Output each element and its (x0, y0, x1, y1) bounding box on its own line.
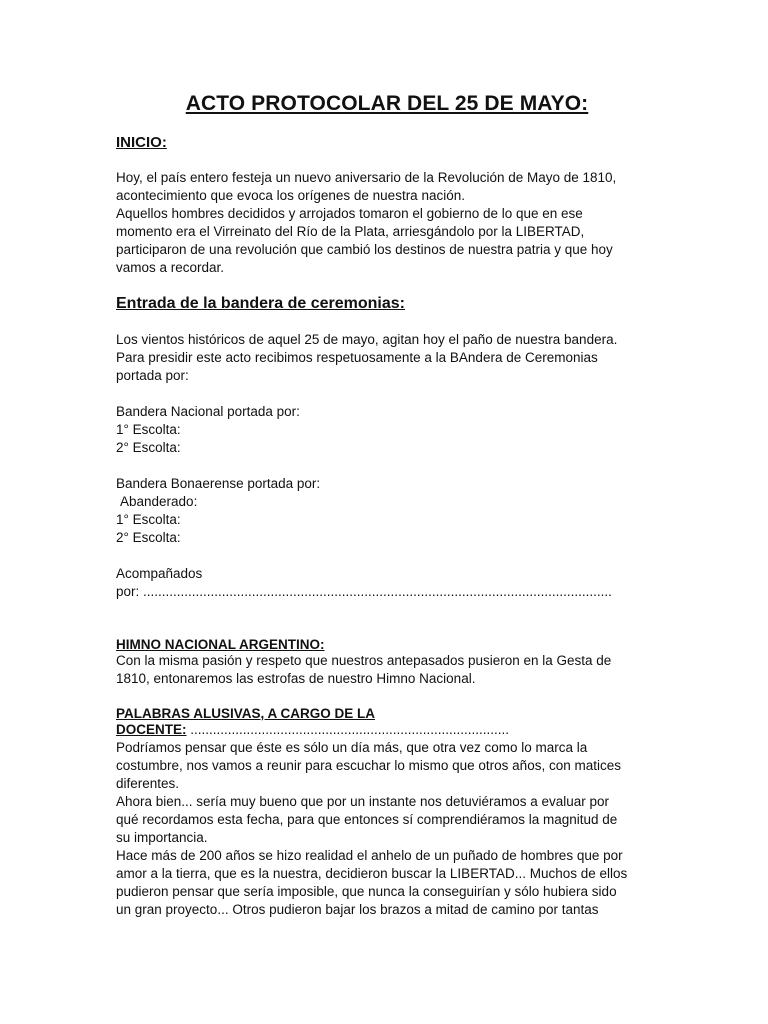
bandera-nacional-label: Bandera Nacional portada por: (116, 404, 300, 419)
text-line: amor a la tierra, que es la nuestra, decidieron buscar la LIBERTAD... Muchos de ellos (116, 866, 628, 881)
acompanados-por-line: por: ............................................................................................................................. (116, 584, 612, 599)
heading-bandera: Entrada de la bandera de ceremonias: (116, 295, 405, 312)
escolta-2-label: 2° Escolta: (116, 530, 181, 545)
text-line: 1810, entonaremos las estrofas de nuestro Himno Nacional. (116, 671, 476, 686)
paragraph-inicio (116, 169, 658, 277)
text-line: Podríamos pensar que éste es sólo un día más, que otra vez como lo marca la (116, 740, 588, 755)
heading-inicio: INICIO: (116, 134, 167, 151)
text-line: Hoy, el país entero festeja un nuevo aniversario de la Revolución de Mayo de 1810, (116, 170, 617, 185)
text-line: portada por: (116, 368, 189, 383)
bandera-nacional-block (116, 403, 658, 457)
text-line: diferentes. (116, 776, 180, 791)
text-line: Ahora bien... sería muy bueno que por un instante nos detuviéramos a evaluar por (116, 794, 610, 809)
text-line: Con la misma pasión y respeto que nuestros antepasados pusieron en la Gesta de (116, 653, 612, 668)
acompanados-label: Acompañados (116, 566, 203, 581)
text-line: acontecimiento que evoca los orígenes de nuestra nación. (116, 188, 465, 203)
text-line: vamos a recordar. (116, 260, 225, 275)
escolta-1-label: 1° Escolta: (116, 512, 181, 527)
text-line: participaron de una revolución que cambió los destinos de nuestra patria y que hoy (116, 242, 613, 257)
text-line: un gran proyecto... Otros pudieron bajar los brazos a mitad de camino por tantas (116, 902, 599, 917)
text-line: Aquellos hombres decididos y arrojados tomaron el gobierno de lo que en ese (116, 206, 583, 221)
text-line: Los vientos históricos de aquel 25 de mayo, agitan hoy el paño de nuestra bandera. (116, 332, 618, 347)
paragraph-palabras (116, 706, 658, 919)
paragraph-bandera-intro (116, 331, 658, 385)
text-line: Para presidir este acto recibimos respetuosamente a la BAndera de Ceremonias (116, 350, 598, 365)
heading-palabras: PALABRAS ALUSIVAS, A CARGO DE LA (116, 706, 376, 721)
paragraph-himno (116, 652, 658, 688)
text-line: su importancia. (116, 830, 208, 845)
escolta-2-label: 2° Escolta: (116, 440, 181, 455)
docente-dots: ..................................................................................... (186, 722, 510, 737)
text-line: costumbre, nos vamos a reunir para escuchar lo mismo que otros años, con matices (116, 758, 621, 773)
text-line: qué recordamos esta fecha, para que entonces sí comprendiéramos la magnitud de (116, 812, 618, 827)
text-line: pudieron pensar que sería imposible, que nunca la conseguirían y sólo hubiera sido (116, 884, 617, 899)
document-title: ACTO PROTOCOLAR DEL 25 DE MAYO: (185, 92, 589, 115)
heading-himno: HIMNO NACIONAL ARGENTINO: (116, 637, 325, 652)
acompanados-block (116, 565, 658, 601)
palabras-docente-line (116, 721, 658, 739)
bandera-bonaerense-block (116, 475, 658, 547)
abanderado-label: Abanderado: (120, 494, 198, 509)
text-line: momento era el Virreinato del Río de la Plata, arriesgándolo por la LIBERTAD, (116, 224, 585, 239)
bandera-bonaerense-label: Bandera Bonaerense portada por: (116, 476, 321, 491)
text-line: Hace más de 200 años se hizo realidad el anhelo de un puñado de hombres que por (116, 848, 623, 863)
escolta-1-label: 1° Escolta: (116, 422, 181, 437)
heading-docente: DOCENTE: (116, 722, 187, 737)
